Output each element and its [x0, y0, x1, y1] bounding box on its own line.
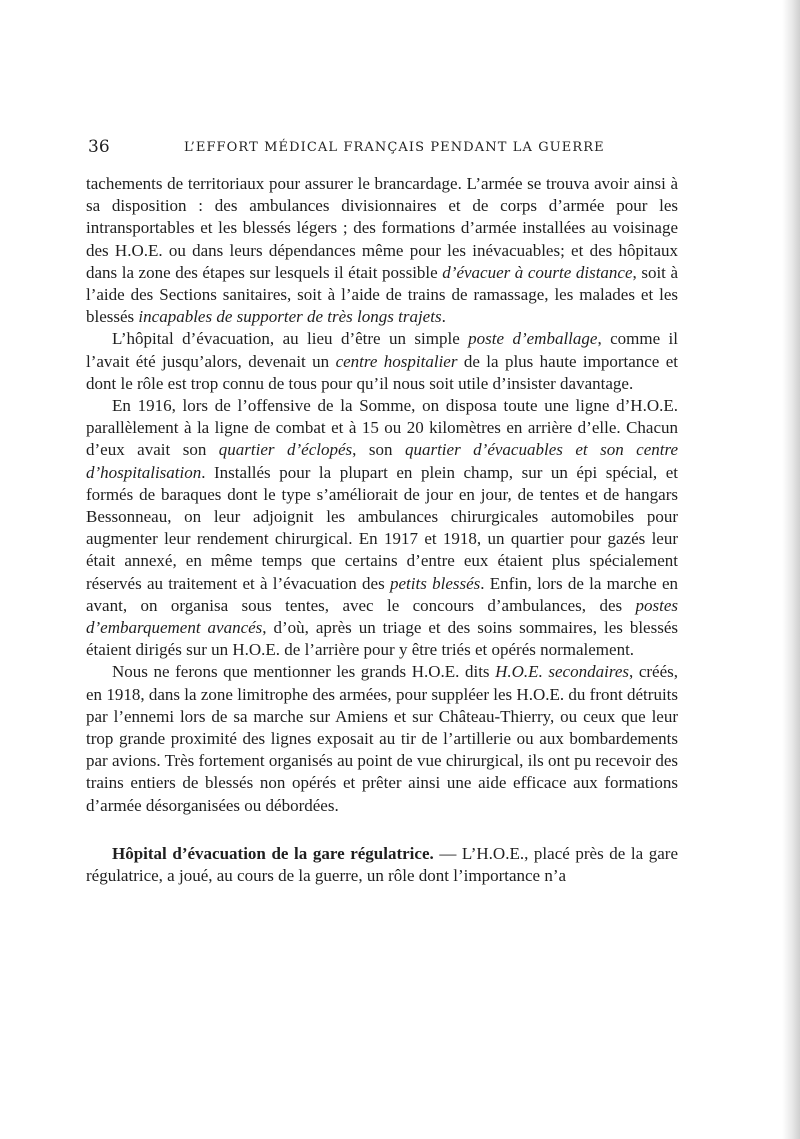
paragraph-4: Nous ne ferons que mentionner les grands H.O.E. dits H.O.E. secondaires, créés, en 1918, dans la zone limitrophe des armées, pour suppléer les H.O.E. du front détruits par l’ennemi lors de sa marche sur Amiens et sur Château-Thierry, ou ceux que leur trop grande proximité des lignes exposait au tir de l’artillerie ou aux bombardements par avions. Très fortement organisés au point de vue chirurgical, ils ont pu recevoir des trains entiers de blessés non opérés et prêter ainsi une aide efficace aux formations d’armée désorganisées ou débordées.: [86, 662, 678, 815]
section-gap: [86, 817, 678, 843]
paragraph-3: En 1916, lors de l’offensive de la Somme, on disposa toute une ligne d’H.O.E. parallèlement à la ligne de combat et à 15 ou 20 kilomètres en arrière d’elle. Chacun d’eux avait son quartier d’éclopés, son quartier d’évacuables et son centre d’hospitalisation. Installés pour la plupart en plein champ, sur un épi spécial, et formés de baraques dont le type s’améliorait de jour en jour, de tentes et de hangars Bessonneau, on leur adjoignit les ambulances chirurgicales automobiles pour augmenter leur rendement chirurgical. En 1917 et 1918, un quartier pour gazés leur était annexé, en même temps que certains d’entre eux étaient plus spécialement réservés au traitement et à l’évacuation des petits blessés. Enfin, lors de la marche en avant, on organisa sous tentes, avec le concours d’ambulances, des postes d’embarquement avancés, d’où, après un triage et des soins sommaires, les blessés étaient dirigés sur un H.O.E. de l’arrière pour y être triés et opérés normalement.: [86, 396, 679, 660]
running-title: L’EFFORT MÉDICAL FRANÇAIS PENDANT LA GUERRE: [184, 140, 605, 155]
body-text: [86, 173, 678, 887]
paragraph-1: tachements de territoriaux pour assurer le brancardage. L’armée se trouva avoir ainsi à sa disposition : des ambulances divisionnaires et de corps d’armée pour les intransportables et les blessés légers ; des formations d’armée installées au voisinage des H.O.E. ou dans leurs dépendances même pour les inévacuables; et des hôpitaux dans la zone des étapes sur lesquels il était possible d’évacuer à courte distance, soit à l’aide des Sections sanitaires, soit à l’aide de trains de ramassage, les malades et les blessés incapables de supporter de très longs trajets.: [86, 174, 679, 327]
page-number: 36: [88, 137, 110, 157]
page-edge-shadow: [782, 0, 800, 1139]
section-heading: Hôpital d’évacuation de la gare régulatrice.: [112, 843, 434, 863]
paragraph-2: L’hôpital d’évacuation, au lieu d’être un simple poste d’emballage, comme il l’avait été jusqu’alors, devenait un centre hospitalier de la plus haute importance et dont le rôle est trop connu de tous pour qu’il nous soit utile d’insister davantage.: [86, 329, 679, 393]
paragraph-5: Hôpital d’évacuation de la gare régulatrice. — L’H.O.E., placé près de la gare régulatrice, a joué, au cours de la guerre, un rôle dont l’importance n’a: [86, 843, 678, 886]
